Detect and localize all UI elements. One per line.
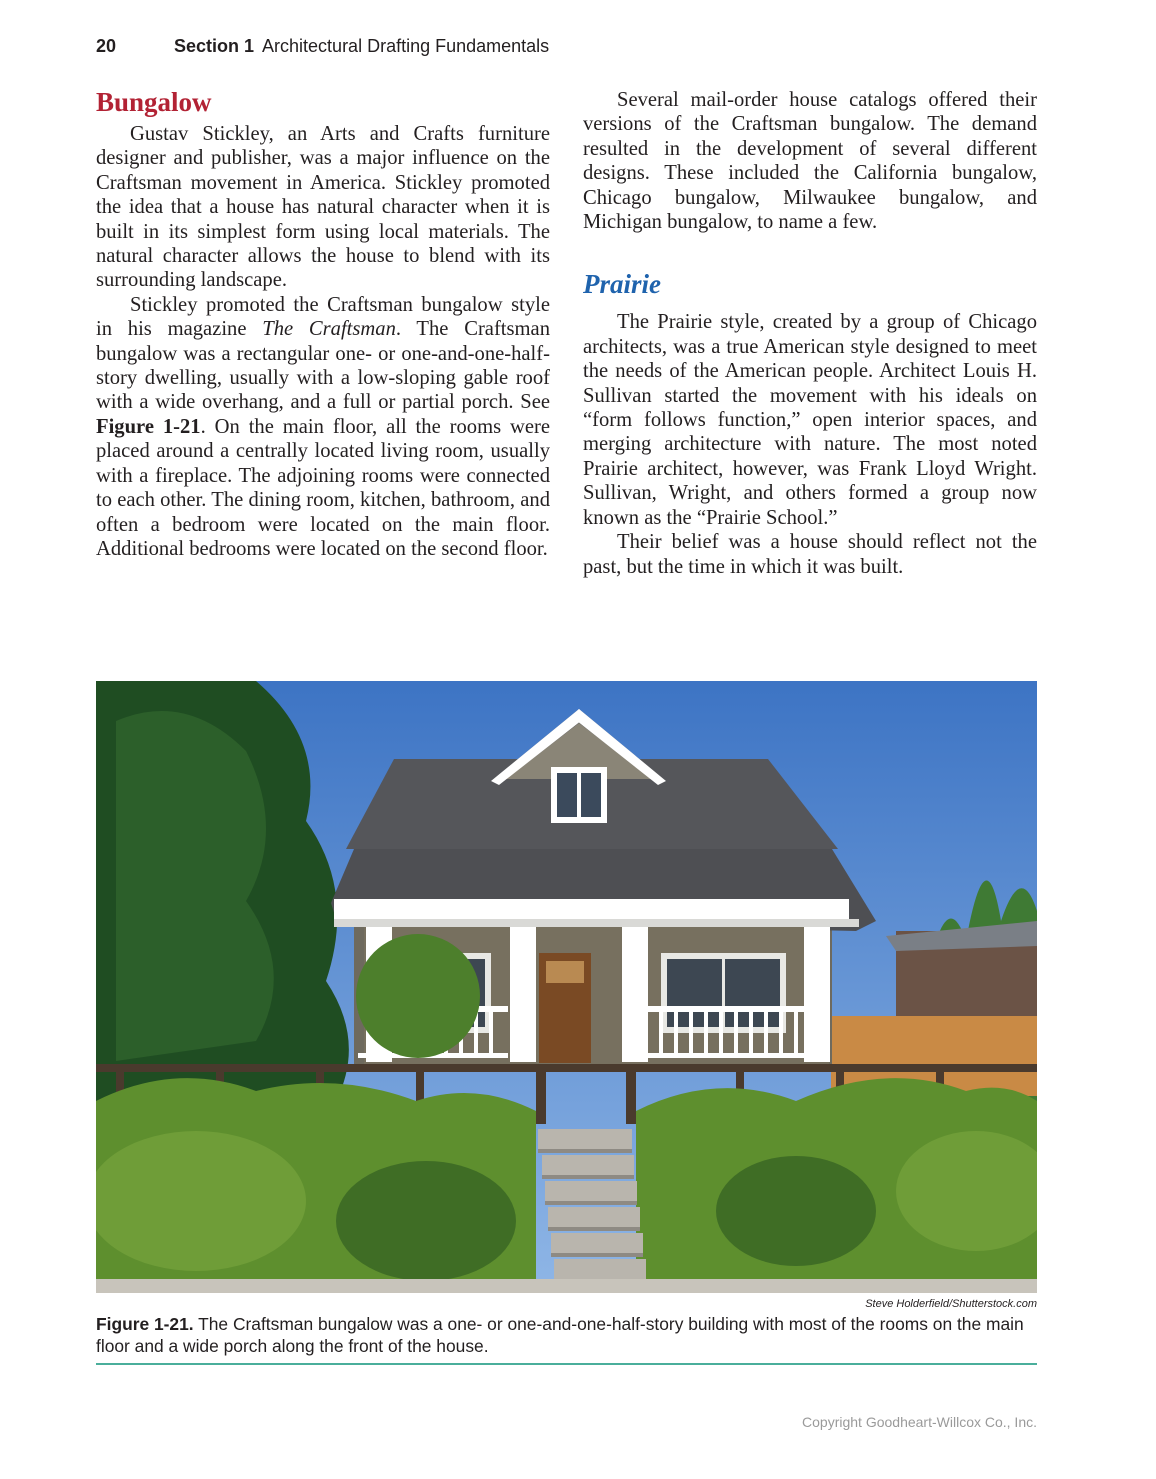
house-illustration <box>96 681 1037 1293</box>
caption-label: Figure 1-21. <box>96 1314 194 1334</box>
heading-prairie: Prairie <box>583 269 661 300</box>
magazine-title: The Craftsman <box>262 318 396 341</box>
running-header <box>96 36 549 57</box>
photo-credit: Steve Holderfield/Shutterstock.com <box>865 1298 1037 1310</box>
paragraph-mail-order: Several mail-order house catalogs offered their versions of the Craftsman bungalow. The demand resulted in the development of several different designs. These included the California bungalow, Chicago bungalow, Milwaukee bungalow, and Michigan bungalow, to name a few. <box>583 89 1037 234</box>
section-label: Section 1 <box>174 36 255 56</box>
figure-caption <box>96 1313 1037 1357</box>
section-title: Architectural Drafting Fundamentals <box>262 36 550 56</box>
heading-bungalow: Bungalow <box>96 87 212 117</box>
left-column <box>96 86 550 561</box>
figure-reference: Figure 1-21 <box>96 415 201 438</box>
caption-divider <box>96 1363 1037 1365</box>
paragraph-their-belief: Their belief was a house should reflect not the past, but the time in which it was built. <box>583 531 1037 578</box>
p2-text-a: Stickley promoted the Craftsman bungalow style in his magazine <box>96 293 550 341</box>
figure-craftsman-bungalow-photo <box>96 681 1037 1293</box>
paragraph-craftsman-bungalow <box>96 293 550 561</box>
page-number: 20 <box>96 36 117 56</box>
paragraph-prairie-style: The Prairie style, created by a group of Chicago architects, was a true American style designed to meet the needs of the American people. Architect Louis H. Sullivan started the movement with his ideals on “form follows function,” open interior spaces, and merging architecture with nature. The most noted Prairie architect, however, was Frank Lloyd Wright. Sullivan, Wright, and others formed a group now known as the “Prairie School.” <box>583 311 1037 529</box>
caption-text: The Craftsman bungalow was a one- or one-and-one-half-story building with most of the rooms on the main floor and a wide porch along the front of the house. <box>96 1314 1024 1356</box>
paragraph-stickley-intro: Gustav Stickley, an Arts and Crafts furniture designer and publisher, was a major influence on the Craftsman movement in America. Stickley promoted the idea that a house has natural character when it is built in its simplest form using local materials. The natural character allows the house to blend with its surrounding landscape. <box>96 123 550 292</box>
copyright-notice: Copyright Goodheart-Willcox Co., Inc. <box>802 1414 1037 1430</box>
p2-text-b: . The Craftsman bungalow was a rectangular one- or one-and-one-half-story dwelling, usually with a low-sloping gable roof with a wide overhang, and a full or partial porch. See <box>96 318 550 414</box>
right-column <box>583 88 1037 579</box>
p2-text-c: . On the main floor, all the rooms were placed around a centrally located living room, usually with a fireplace. The adjoining rooms were connected to each other. The dining room, kitchen, bathroom, and often a bedroom were located on the main floor. Additional bedrooms were located on the second floor. <box>96 415 551 560</box>
